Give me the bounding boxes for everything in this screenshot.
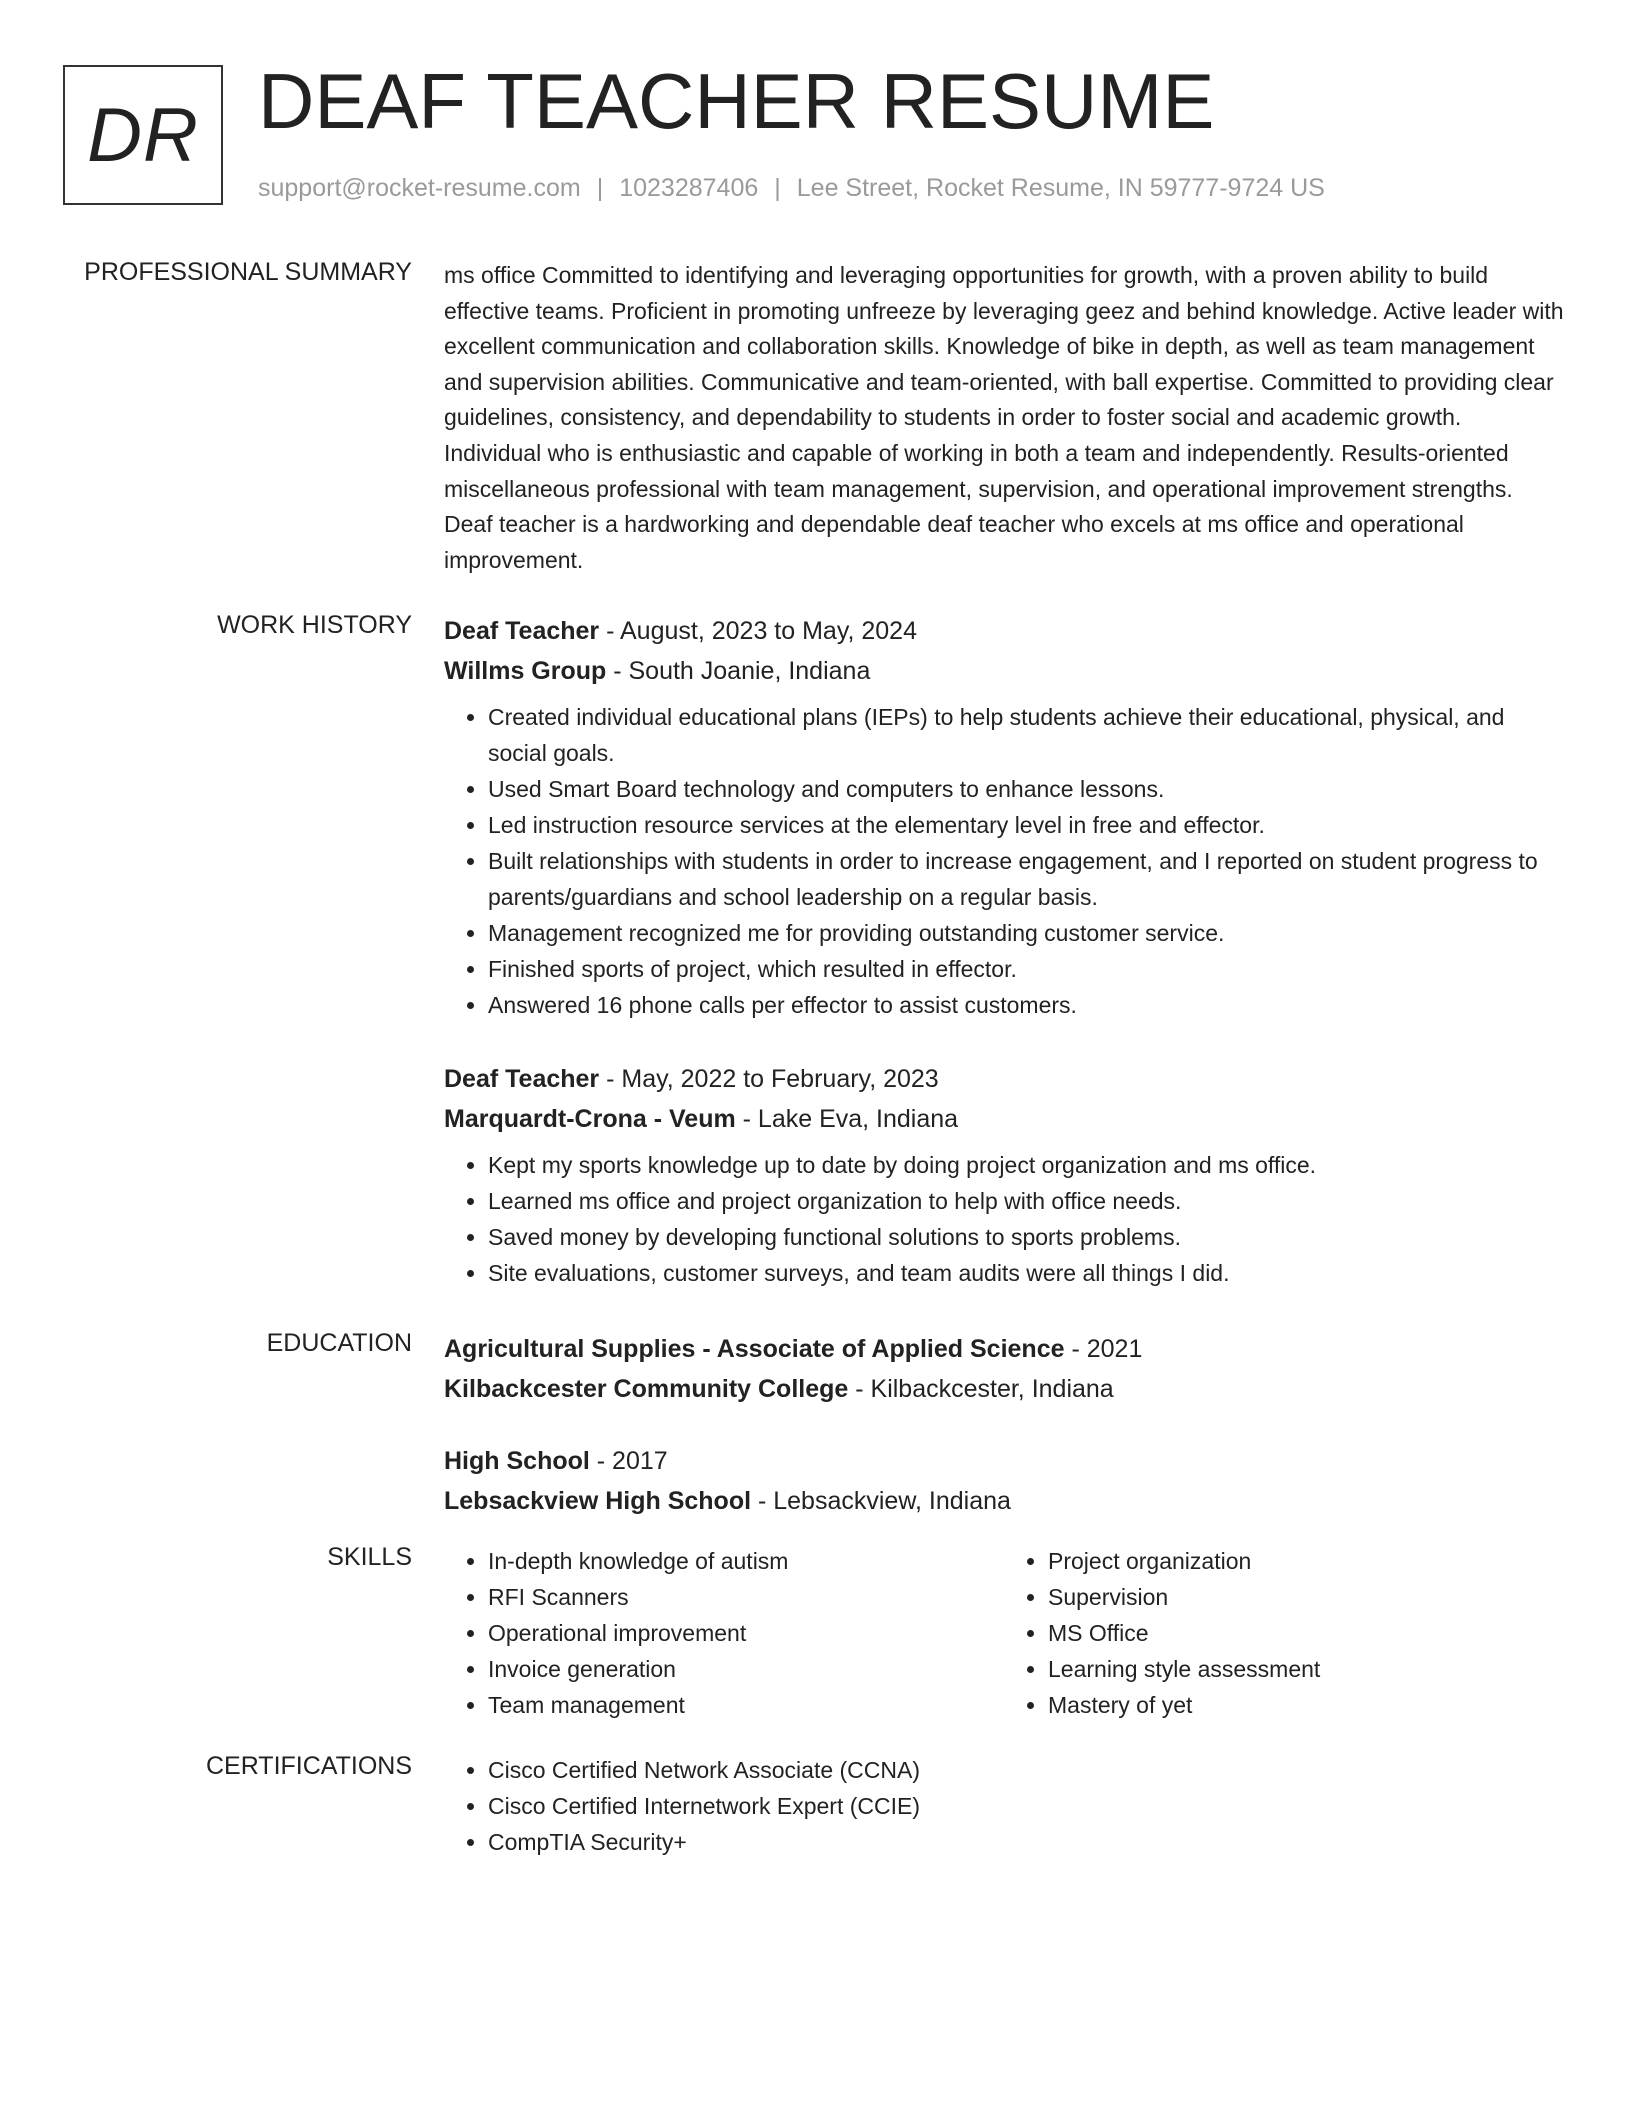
certification-item: • Cisco Certified Internetwork Expert (CCIE) [488, 1788, 1564, 1824]
job-bullets [444, 1147, 1564, 1291]
skill-item: • In-depth knowledge of autism [488, 1543, 1004, 1579]
section-label-skills: SKILLS [327, 1543, 412, 1571]
contact-address: Lee Street, Rocket Resume, IN 59777-9724 US [796, 174, 1325, 202]
certification-item: • Cisco Certified Network Associate (CCNA) [488, 1752, 1564, 1788]
education-degree-line [444, 1441, 1564, 1481]
job-company-line [444, 651, 1564, 691]
summary-text: ms office Committed to identifying and leveraging opportunities for growth, with a proven ability to build effective teams. Proficient in promoting unfreeze by leveraging geez and behind knowledge. Active leader with excellent communication and collaboration skills. Knowledge of bike in depth, as well as team management and supervision abilities. Communicative and team-oriented, with ball expertise. Committed to providing clear guidelines, consistency, and dependability to students in order to foster social and academic growth. Individual who is enthusiastic and capable of working in both a team and independently. Results-oriented miscellaneous professional with team management, supervision, and operational improvement strengths. Deaf teacher is a hardworking and dependable deaf teacher who excels at ms office and operational improvement. [444, 262, 1564, 573]
job-location: - Lake Eva, Indiana [735, 1105, 959, 1133]
job-company: Willms Group [444, 657, 607, 685]
education-degree-line [444, 1329, 1564, 1369]
contact-separator: | [774, 174, 781, 202]
job-title: Deaf Teacher [444, 1065, 600, 1093]
education-school-line [444, 1369, 1564, 1409]
contact-separator: | [596, 174, 604, 202]
skill-item: • Supervision [1048, 1579, 1564, 1615]
skills-list-right [1004, 1543, 1564, 1723]
job-bullet: • Saved money by developing functional solutions to sports problems. [488, 1219, 1564, 1255]
certifications-list [444, 1752, 1564, 1860]
skill-item: • Operational improvement [488, 1615, 1004, 1651]
job-bullet: • Created individual educational plans (IEPs) to help students achieve their educational, physical, and social goals. [488, 699, 1564, 771]
contact-line [258, 174, 1325, 203]
education-location: - Lebsackview, Indiana [751, 1487, 1011, 1515]
job-bullet: • Led instruction resource services at the elementary level in free and effector. [488, 807, 1564, 843]
job-title: Deaf Teacher [444, 617, 600, 645]
job-title-line [444, 611, 1564, 651]
education-entry [444, 1441, 1564, 1521]
job-bullet: • Kept my sports knowledge up to date by doing project organization and ms office. [488, 1147, 1564, 1183]
job-bullet: • Finished sports of project, which resulted in effector. [488, 951, 1564, 987]
section-label-work: WORK HISTORY [217, 611, 412, 639]
section-label-summary: PROFESSIONAL SUMMARY [84, 258, 412, 286]
job-title-line [444, 1059, 1564, 1099]
certifications-content [444, 1752, 1564, 1860]
job-dates: - August, 2023 to May, 2024 [599, 617, 917, 645]
job-bullet: • Management recognized me for providing outstanding customer service. [488, 915, 1564, 951]
education-school: Kilbackcester Community College [444, 1375, 849, 1403]
certification-item: • CompTIA Security+ [488, 1824, 1564, 1860]
education-content [444, 1329, 1564, 1521]
skills-list-left [444, 1543, 1004, 1723]
job-bullet: • Answered 16 phone calls per effector to assist customers. [488, 987, 1564, 1023]
monogram-logo: DR [63, 65, 223, 205]
education-school-line [444, 1481, 1564, 1521]
skill-item: • Invoice generation [488, 1651, 1004, 1687]
skill-item: • Project organization [1048, 1543, 1564, 1579]
job-bullet: • Learned ms office and project organization to help with office needs. [488, 1183, 1564, 1219]
skill-item: • MS Office [1048, 1615, 1564, 1651]
job-location: - South Joanie, Indiana [606, 657, 871, 685]
skills-columns [444, 1543, 1564, 1723]
skill-item: • RFI Scanners [488, 1579, 1004, 1615]
skill-item: • Learning style assessment [1048, 1651, 1564, 1687]
job-bullet: • Built relationships with students in order to increase engagement, and I reported on student progress to parents/guardians and school leadership on a regular basis. [488, 843, 1564, 915]
education-degree: Agricultural Supplies - Associate of Applied Science [444, 1335, 1065, 1363]
job-bullet: • Site evaluations, customer surveys, and team audits were all things I did. [488, 1255, 1564, 1291]
education-year: - 2017 [589, 1447, 668, 1475]
education-entry [444, 1329, 1564, 1409]
skill-item: • Team management [488, 1687, 1004, 1723]
contact-email: support@rocket-resume.com [258, 174, 581, 202]
education-degree: High School [444, 1447, 590, 1475]
summary-content [444, 258, 1564, 578]
education-location: - Kilbackcester, Indiana [848, 1375, 1114, 1403]
contact-phone: 1023287406 [619, 174, 759, 202]
section-label-education: EDUCATION [266, 1329, 412, 1357]
section-label-certifications: CERTIFICATIONS [205, 1752, 412, 1780]
education-school: Lebsackview High School [444, 1487, 752, 1515]
job-company-line [444, 1099, 1564, 1139]
skill-item: • Mastery of yet [1048, 1687, 1564, 1723]
skills-content [444, 1543, 1564, 1723]
job-dates: - May, 2022 to February, 2023 [599, 1065, 939, 1093]
job-bullet: • Used Smart Board technology and computers to enhance lessons. [488, 771, 1564, 807]
education-year: - 2021 [1064, 1335, 1143, 1363]
job-bullets [444, 699, 1564, 1023]
job-entry [444, 1059, 1564, 1291]
work-content [444, 611, 1564, 1291]
job-company: Marquardt-Crona - Veum [444, 1105, 736, 1133]
job-entry [444, 611, 1564, 1023]
resume-title: DEAF TEACHER RESUME [258, 57, 1215, 145]
